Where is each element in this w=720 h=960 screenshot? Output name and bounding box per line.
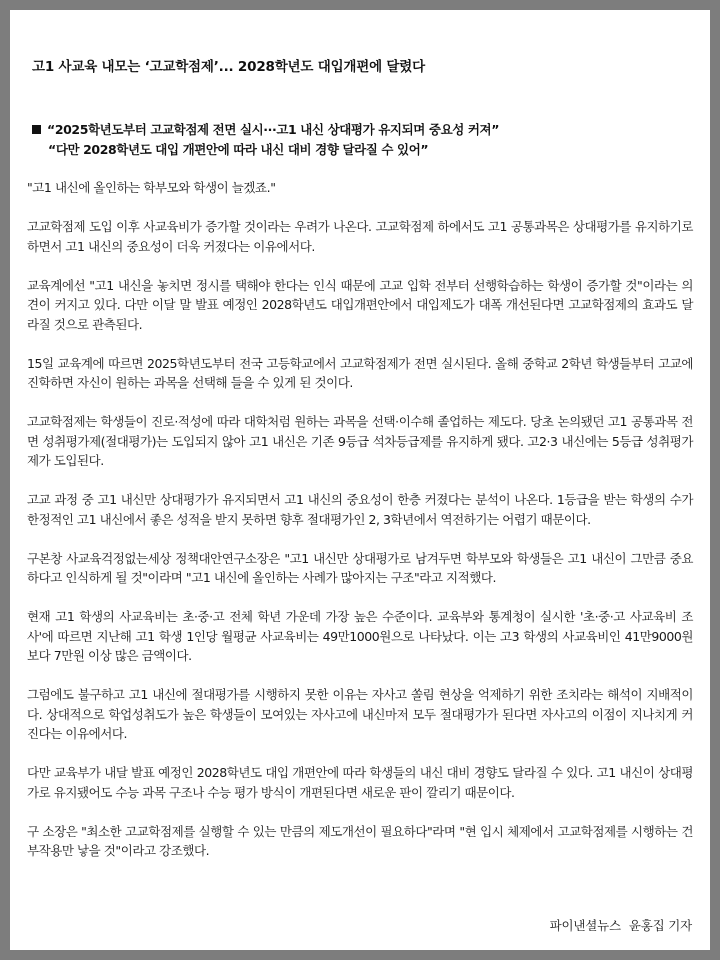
article-paragraph: "고1 내신에 올인하는 학부모와 학생이 늘겠죠." (27, 180, 276, 195)
byline-reporter: 윤홍집 기자 (628, 918, 692, 933)
article-paragraph: 현재 고1 학생의 사교육비는 초·중·고 전체 학년 가운데 가장 높은 수준이다. 교육부와 통계청이 실시한 '초·중·고 사교육비 조사'에 따르면 지난해 고1 학생 1인당 월평균 사교육비는 49만1000원으로 나타났다. 이는 고3 학생의 사교육비인 41만9000원보다 7만원 이상 많은 금액이다. (27, 609, 693, 663)
byline-outlet: 파이낸셜뉴스 (549, 918, 621, 933)
article-paragraph: 고교학점제는 학생들이 진로·적성에 따라 대학처럼 원하는 과목을 선택·이수해 졸업하는 제도다. 당초 논의됐던 고1 공통과목 전면 성취평가제(절대평가)는 도입되지 않아 고1 내신은 기존 9등급 석차등급제를 유지하게 됐다. 고2·3 내신에는 5등급 성취평가제가 도입된다. (27, 414, 693, 468)
article-paragraph: 15일 교육계에 따르면 2025학년도부터 전국 고등학교에서 고교학점제가 전면 실시된다. 올해 중학교 2학년 학생들부터 고교에 진학하면 자신이 원하는 과목을 선택해 들을 수 있게 된 것이다. (27, 355, 693, 390)
subhead-line (32, 120, 692, 140)
article-paragraph: 고교 과정 중 고1 내신만 상대평가가 유지되면서 고1 내신의 중요성이 한층 커졌다는 분석이 나온다. 1등급을 받는 학생의 수가 한정적인 고1 내신에서 좋은 성적을 받지 못하면 향후 절대평가인 2, 3학년에서 역전하기는 어렵기 때문이다. (27, 492, 693, 527)
article-paragraph: 다만 교육부가 내달 발표 예정인 2028학년도 대입 개편안에 따라 학생들의 내신 대비 경향도 달라질 수 있다. 고1 내신이 상대평가로 유지됐어도 수능 과목 구조나 수능 평가 방식이 개편된다면 새로운 판이 깔리기 때문이다. (27, 765, 693, 800)
article-paragraph: 고교학점제 도입 이후 사교육비가 증가할 것이라는 우려가 나온다. 고교학점제 하에서도 고1 공통과목은 상대평가를 유지하기로 하면서 고1 내신의 중요성이 더욱 커졌다는 이유에서다. (27, 219, 693, 254)
square-bullet-icon (32, 125, 41, 134)
article-body (27, 178, 693, 880)
subhead-text: “2025학년도부터 고교학점제 전면 실시···고1 내신 상대평가 유지되며 중요성 커져” (47, 122, 500, 137)
article-paragraph: 그럼에도 불구하고 고1 내신에 절대평가를 시행하지 못한 이유는 자사고 쏠림 현상을 억제하기 위한 조치라는 해석이 지배적이다. 상대적으로 학업성취도가 높은 학생들이 모여있는 자사고에 내신마저 모두 절대평가가 된다면 자사고의 이점이 지나치게 커진다는 이유에서다. (27, 687, 693, 741)
article-byline (550, 916, 692, 934)
article-subheads (32, 120, 692, 160)
article-paragraph: 구본창 사교육걱정없는세상 정책대안연구소장은 "고1 내신만 상대평가로 남겨두면 학부모와 학생들은 고1 내신이 그만큼 중요하다고 인식하게 될 것"이라며 "고1 내신에 올인하는 사례가 많아지는 구조"라고 지적했다. (27, 550, 693, 585)
subhead-line (32, 140, 692, 160)
article-paragraph: 교육계에선 "고1 내신을 놓치면 정시를 택해야 한다는 인식 때문에 고교 입학 전부터 선행학습하는 학생이 증가할 것"이라는 의견이 커지고 있다. 다만 이달 말 발표 예정인 2028학년도 대입개편안에서 대입제도가 대폭 개선된다면 고교학점제의 효과도 달라질 것으로 관측된다. (27, 277, 693, 332)
subhead-text: “다만 2028학년도 대입 개편안에 따라 내신 대비 경향 달라질 수 있어” (48, 142, 429, 157)
article-page (10, 10, 710, 950)
article-title: 고1 사교육 내모는 ‘고교학점제’... 2028학년도 대입개편에 달렸다 (32, 59, 425, 75)
article-paragraph: 구 소장은 "최소한 고교학점제를 실행할 수 있는 만큼의 제도개선이 필요하다"라며 "현 입시 체제에서 고교학점제를 시행하는 건 부작용만 낳을 것"이라고 강조했다. (27, 823, 693, 858)
